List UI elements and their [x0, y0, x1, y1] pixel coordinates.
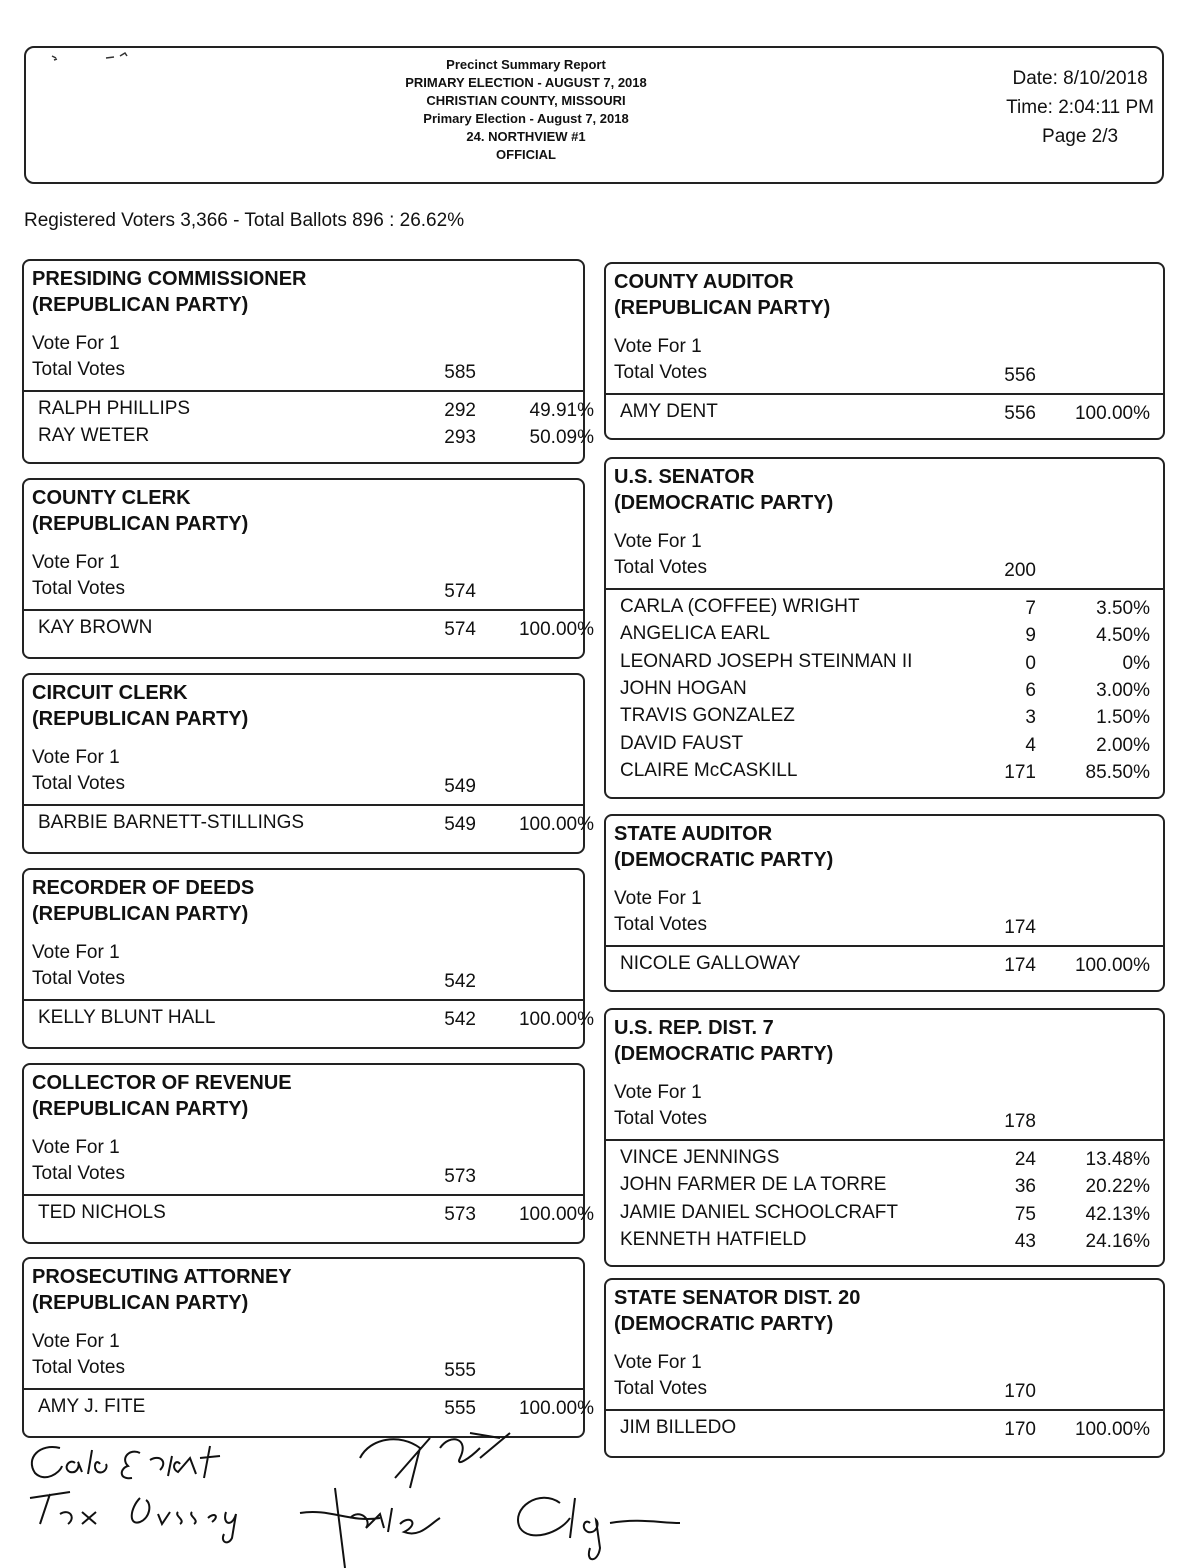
candidate-row	[24, 398, 594, 425]
handwritten-signatures	[0, 1428, 720, 1568]
divider	[606, 945, 1163, 947]
party-name: (DEMOCRATIC PARTY)	[614, 849, 834, 871]
candidate-percent: 4.50%	[1096, 625, 1150, 647]
office-name: STATE SENATOR DIST. 20	[614, 1287, 861, 1309]
total-votes-label: Total Votes	[32, 359, 125, 380]
total-votes-label: Total Votes	[614, 1378, 707, 1399]
total-votes-label: Total Votes	[32, 578, 125, 599]
candidate-row	[606, 1202, 1163, 1229]
contest-title	[32, 1070, 292, 1122]
candidate-votes: 171	[1004, 761, 1036, 783]
contest-prosecuting-attorney	[22, 1257, 594, 1438]
office-name: CIRCUIT CLERK	[32, 682, 188, 704]
contest-title	[32, 266, 306, 318]
candidate-name: NICOLE GALLOWAY	[620, 953, 801, 974]
election-subtitle: Primary Election - August 7, 2018	[423, 111, 629, 126]
office-name: U.S. SENATOR	[614, 466, 755, 488]
candidate-row	[24, 1396, 594, 1423]
divider	[24, 609, 583, 611]
divider	[606, 1139, 1163, 1141]
vote-for-label: Vote For 1	[32, 333, 120, 354]
candidate-percent: 42.13%	[1085, 1203, 1150, 1225]
candidate-name: JOHN FARMER DE LA TORRE	[620, 1174, 887, 1196]
candidate-row	[606, 651, 1163, 678]
report-date: Date: 8/10/2018	[1012, 68, 1148, 89]
contest-county-clerk	[22, 478, 594, 659]
report-time: Time: 2:04:11 PM	[1006, 97, 1154, 118]
candidate-row	[24, 617, 594, 644]
total-votes-label: Total Votes	[32, 968, 125, 989]
contest-title	[614, 269, 830, 321]
total-votes-label: Total Votes	[614, 557, 707, 578]
contest-title	[32, 485, 248, 537]
candidate-percent: 100.00%	[518, 1204, 594, 1225]
candidate-row	[606, 733, 1163, 760]
vote-for-label: Vote For 1	[32, 942, 120, 963]
candidate-name: LEONARD JOSEPH STEINMAN II	[620, 650, 913, 672]
registered-voters-line: Registered Voters 3,366 - Total Ballots 896 : 26.62%	[24, 210, 465, 231]
candidate-name: TED NICHOLS	[38, 1202, 166, 1223]
report-meta	[1006, 64, 1154, 151]
total-votes-value: 542	[444, 971, 476, 992]
candidate-votes: 292	[444, 400, 476, 421]
candidate-votes: 6	[1025, 679, 1036, 701]
candidate-row	[24, 1007, 594, 1034]
candidate-name: KELLY BLUNT HALL	[38, 1007, 216, 1028]
candidate-votes: 24	[1014, 1149, 1036, 1170]
candidate-name: JOHN HOGAN	[620, 677, 747, 699]
total-votes-value: 556	[1004, 365, 1036, 386]
office-name: PROSECUTING ATTORNEY	[32, 1266, 292, 1288]
candidate-row	[24, 812, 594, 839]
candidate-name: DAVID FAUST	[620, 732, 744, 754]
candidate-row	[24, 425, 594, 452]
contest-county-auditor	[604, 262, 1165, 440]
candidate-votes: 549	[444, 814, 476, 835]
party-name: (REPUBLICAN PARTY)	[32, 294, 249, 316]
total-votes-value: 573	[444, 1166, 476, 1187]
candidate-votes: 36	[1014, 1176, 1036, 1198]
divider	[24, 1194, 583, 1196]
contest-circuit-clerk	[22, 673, 594, 854]
report-title-block	[326, 56, 726, 164]
total-votes-label: Total Votes	[614, 914, 707, 935]
contest-title	[32, 1264, 292, 1316]
report-title: Precinct Summary Report	[446, 57, 606, 72]
divider	[606, 393, 1163, 395]
party-name: (DEMOCRATIC PARTY)	[614, 1313, 834, 1335]
vote-for-label: Vote For 1	[614, 531, 702, 552]
office-name: COUNTY AUDITOR	[614, 271, 794, 293]
candidate-name: VINCE JENNINGS	[620, 1147, 780, 1168]
candidate-row	[24, 1202, 594, 1229]
total-votes-value: 174	[1004, 917, 1036, 938]
page-number: Page 2/3	[1042, 126, 1119, 147]
report-header	[24, 46, 1164, 184]
candidate-name: CARLA (COFFEE) WRIGHT	[620, 596, 860, 617]
election-name: PRIMARY ELECTION - AUGUST 7, 2018	[405, 75, 647, 90]
total-votes-value: 585	[444, 362, 476, 383]
vote-for-label: Vote For 1	[32, 1137, 120, 1158]
divider	[606, 588, 1163, 590]
candidate-votes: 9	[1025, 625, 1036, 647]
total-votes-label: Total Votes	[32, 773, 125, 794]
candidate-name: AMY J. FITE	[38, 1396, 146, 1417]
candidate-percent: 100.00%	[518, 814, 594, 835]
contest-title	[614, 1015, 833, 1067]
candidate-percent: 1.50%	[1096, 707, 1150, 729]
vote-for-label: Vote For 1	[32, 1331, 120, 1352]
precinct-name: 24. NORTHVIEW #1	[466, 129, 586, 144]
total-votes-value: 549	[444, 776, 476, 797]
office-name: RECORDER OF DEEDS	[32, 877, 255, 899]
candidate-row	[606, 953, 1163, 980]
contest-presiding-commissioner	[22, 259, 594, 464]
candidate-votes: 556	[1004, 403, 1036, 424]
candidate-row	[606, 401, 1163, 428]
candidate-row	[606, 678, 1163, 705]
candidate-name: KAY BROWN	[38, 617, 153, 638]
candidate-percent: 100.00%	[518, 619, 594, 640]
vote-for-label: Vote For 1	[32, 747, 120, 768]
office-name: U.S. REP. DIST. 7	[614, 1017, 774, 1039]
candidate-votes: 4	[1025, 734, 1036, 756]
party-name: (REPUBLICAN PARTY)	[32, 708, 249, 730]
total-votes-label: Total Votes	[32, 1357, 125, 1378]
candidate-votes: 7	[1025, 598, 1036, 619]
candidate-percent: 24.16%	[1085, 1230, 1150, 1252]
party-name: (REPUBLICAN PARTY)	[32, 903, 249, 925]
office-name: PRESIDING COMMISSIONER	[32, 268, 307, 290]
contest-u-s-rep-dist-7	[604, 1008, 1165, 1267]
candidate-row	[606, 1147, 1163, 1174]
candidate-percent: 2.00%	[1096, 734, 1150, 756]
contest-u-s-senator	[604, 457, 1165, 799]
candidate-percent: 100.00%	[1074, 1419, 1150, 1440]
candidate-name: AMY DENT	[620, 401, 718, 422]
candidate-votes: 573	[444, 1204, 476, 1225]
contest-title	[614, 464, 833, 516]
contest-title	[614, 821, 833, 873]
divider	[24, 804, 583, 806]
candidate-votes: 555	[444, 1398, 476, 1419]
total-votes-value: 178	[1004, 1111, 1036, 1132]
total-votes-value: 200	[1004, 560, 1036, 581]
candidate-row	[606, 1174, 1163, 1201]
candidate-percent: 85.50%	[1085, 761, 1150, 783]
office-name: STATE AUDITOR	[614, 823, 773, 845]
candidate-percent: 100.00%	[1074, 403, 1150, 424]
candidate-percent: 50.09%	[529, 427, 594, 449]
total-votes-label: Total Votes	[32, 1163, 125, 1184]
candidate-votes: 174	[1004, 955, 1036, 976]
party-name: (REPUBLICAN PARTY)	[32, 1098, 249, 1120]
candidate-name: RAY WETER	[38, 425, 150, 447]
candidate-name: CLAIRE McCASKILL	[620, 759, 798, 781]
party-name: (DEMOCRATIC PARTY)	[614, 1043, 834, 1065]
contest-state-auditor	[604, 814, 1165, 992]
candidate-votes: 0	[1025, 652, 1036, 674]
candidate-name: ANGELICA EARL	[620, 623, 770, 645]
candidate-name: JAMIE DANIEL SCHOOLCRAFT	[620, 1201, 899, 1223]
office-name: COLLECTOR OF REVENUE	[32, 1072, 292, 1094]
party-name: (DEMOCRATIC PARTY)	[614, 492, 834, 514]
candidate-row	[606, 596, 1163, 623]
candidate-votes: 574	[444, 619, 476, 640]
candidate-percent: 3.50%	[1096, 598, 1150, 619]
candidate-votes: 75	[1014, 1203, 1036, 1225]
divider	[24, 390, 583, 392]
contest-title	[32, 875, 254, 927]
total-votes-value: 574	[444, 581, 476, 602]
total-votes-value: 555	[444, 1360, 476, 1381]
party-name: (REPUBLICAN PARTY)	[614, 297, 831, 319]
vote-for-label: Vote For 1	[614, 336, 702, 357]
divider	[24, 999, 583, 1001]
vote-for-label: Vote For 1	[32, 552, 120, 573]
candidate-name: TRAVIS GONZALEZ	[620, 705, 795, 727]
candidate-percent: 100.00%	[518, 1398, 594, 1419]
candidate-row	[606, 623, 1163, 650]
vote-for-label: Vote For 1	[614, 1082, 702, 1103]
candidate-votes: 170	[1004, 1419, 1036, 1440]
jurisdiction: CHRISTIAN COUNTY, MISSOURI	[426, 93, 626, 108]
candidate-row	[606, 760, 1163, 787]
candidate-percent: 49.91%	[529, 400, 594, 421]
candidate-name: BARBIE BARNETT-STILLINGS	[38, 812, 305, 833]
office-name: COUNTY CLERK	[32, 487, 191, 509]
candidate-percent: 3.00%	[1096, 679, 1150, 701]
candidate-percent: 100.00%	[1074, 955, 1150, 976]
total-votes-label: Total Votes	[614, 1108, 707, 1129]
candidate-percent: 13.48%	[1085, 1149, 1150, 1170]
candidate-votes: 43	[1014, 1230, 1036, 1252]
candidate-name: KENNETH HATFIELD	[620, 1228, 807, 1250]
candidate-votes: 293	[444, 427, 476, 449]
candidate-votes: 542	[444, 1009, 476, 1030]
contest-collector-of-revenue	[22, 1063, 594, 1244]
divider	[24, 1388, 583, 1390]
candidate-row	[606, 1229, 1163, 1256]
party-name: (REPUBLICAN PARTY)	[32, 1292, 249, 1314]
party-name: (REPUBLICAN PARTY)	[32, 513, 249, 535]
candidate-percent: 0%	[1122, 652, 1150, 674]
contest-title	[32, 680, 248, 732]
contest-recorder-of-deeds	[22, 868, 594, 1049]
vote-for-label: Vote For 1	[614, 888, 702, 909]
vote-for-label: Vote For 1	[614, 1352, 702, 1373]
divider	[606, 1409, 1163, 1411]
candidate-percent: 20.22%	[1085, 1176, 1150, 1198]
total-votes-value: 170	[1004, 1381, 1036, 1402]
total-votes-label: Total Votes	[614, 362, 707, 383]
contest-title	[614, 1285, 860, 1337]
scan-mark-icon	[46, 50, 136, 70]
candidate-percent: 100.00%	[518, 1009, 594, 1030]
candidate-name: RALPH PHILLIPS	[38, 398, 191, 419]
candidate-row	[606, 705, 1163, 732]
candidate-votes: 3	[1025, 707, 1036, 729]
official-label: OFFICIAL	[496, 147, 556, 162]
candidate-name: JIM BILLEDO	[620, 1417, 737, 1438]
